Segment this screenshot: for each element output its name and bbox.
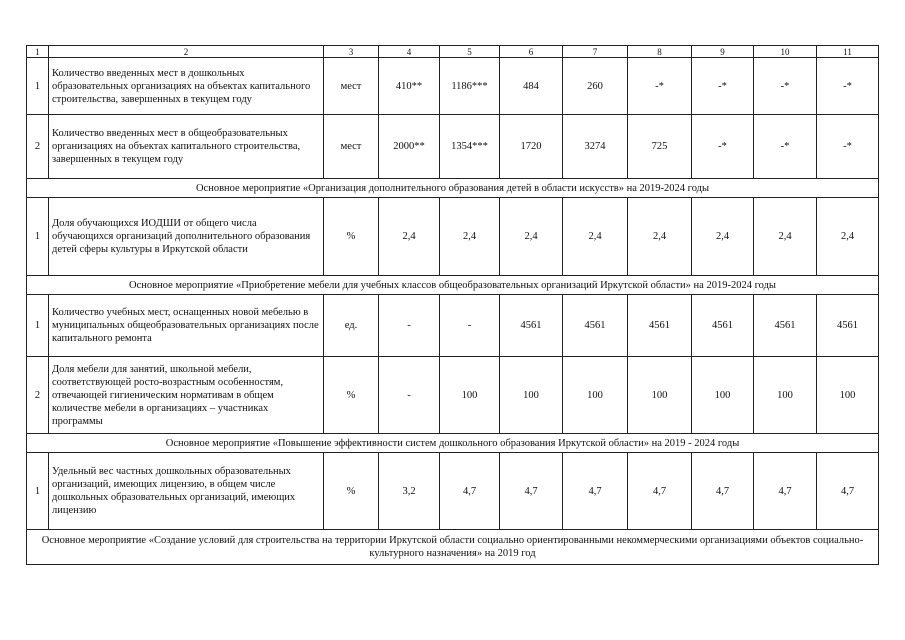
section-row <box>27 276 879 295</box>
value-cell: 4,7 <box>440 453 500 530</box>
value-cell: 2,4 <box>500 198 563 276</box>
value-cell: 725 <box>628 115 692 179</box>
value-cell: - <box>379 295 440 357</box>
indicator-name: Количество введенных мест в общеобразовательных организациях на объектах капитального строительства, завершенных в текущем году <box>49 115 324 179</box>
indicator-name: Доля мебели для занятий, школьной мебели, соответствующей росто-возрастным особенностям, отвечающей гигиеническим нормативам в общем количестве мебели в организациях – участниках программы <box>49 357 324 434</box>
section-title: Основное мероприятие «Создание условий для строительства на территории Иркутской области социально ориентированными некоммерческими организациями объектов социально-культурного назначения» на 2019 год <box>27 530 879 565</box>
value-cell: -* <box>754 115 817 179</box>
value-cell: 4561 <box>754 295 817 357</box>
value-cell: 4561 <box>692 295 754 357</box>
value-cell: 2,4 <box>440 198 500 276</box>
section-row <box>27 434 879 453</box>
value-cell: -* <box>817 115 879 179</box>
indicators-table <box>26 45 879 565</box>
value-cell: 2,4 <box>817 198 879 276</box>
value-cell: 4,7 <box>628 453 692 530</box>
header-cell: 1 <box>27 46 49 58</box>
section-row <box>27 179 879 198</box>
value-cell: 260 <box>563 58 628 115</box>
row-number: 2 <box>27 357 49 434</box>
section-title: Основное мероприятие «Организация дополнительного образования детей в области искусств» на 2019-2024 годы <box>27 179 879 198</box>
value-cell: 100 <box>628 357 692 434</box>
header-cell: 6 <box>500 46 563 58</box>
value-cell: 100 <box>563 357 628 434</box>
value-cell: 410** <box>379 58 440 115</box>
header-cell: 11 <box>817 46 879 58</box>
value-cell: 4,7 <box>692 453 754 530</box>
value-cell: -* <box>817 58 879 115</box>
value-cell: 4,7 <box>563 453 628 530</box>
value-cell: 2,4 <box>379 198 440 276</box>
unit-cell: мест <box>324 115 379 179</box>
row-number: 1 <box>27 295 49 357</box>
value-cell: -* <box>628 58 692 115</box>
value-cell: 4,7 <box>500 453 563 530</box>
value-cell: -* <box>692 58 754 115</box>
value-cell: -* <box>754 58 817 115</box>
indicator-name: Количество учебных мест, оснащенных новой мебелью в муниципальных общеобразовательных организациях после капитального ремонта <box>49 295 324 357</box>
section-title: Основное мероприятие «Приобретение мебели для учебных классов общеобразовательных организаций Иркутской области» на 2019-2024 годы <box>27 276 879 295</box>
value-cell: 1354*** <box>440 115 500 179</box>
unit-cell: % <box>324 198 379 276</box>
section-title: Основное мероприятие «Повышение эффективности систем дошкольного образования Иркутской области» на 2019 - 2024 годы <box>27 434 879 453</box>
indicator-name: Доля обучающихся ИОДШИ от общего числа обучающихся организаций дополнительного образования детей сферы культуры в Иркутской области <box>49 198 324 276</box>
value-cell: 4561 <box>628 295 692 357</box>
value-cell: 100 <box>754 357 817 434</box>
header-cell: 3 <box>324 46 379 58</box>
value-cell: 2,4 <box>754 198 817 276</box>
value-cell: 100 <box>817 357 879 434</box>
table-row <box>27 115 879 179</box>
indicator-name: Удельный вес частных дошкольных образовательных организаций, имеющих лицензию, в общем числе дошкольных образовательных организаций, имеющих лицензию <box>49 453 324 530</box>
value-cell: -* <box>692 115 754 179</box>
value-cell: 4561 <box>563 295 628 357</box>
header-cell: 2 <box>49 46 324 58</box>
table-row <box>27 295 879 357</box>
row-number: 1 <box>27 453 49 530</box>
value-cell: 1186*** <box>440 58 500 115</box>
value-cell: 100 <box>500 357 563 434</box>
table-row <box>27 198 879 276</box>
value-cell: 2,4 <box>692 198 754 276</box>
value-cell: 484 <box>500 58 563 115</box>
header-cell: 4 <box>379 46 440 58</box>
header-cell: 9 <box>692 46 754 58</box>
header-cell: 10 <box>754 46 817 58</box>
table-row <box>27 357 879 434</box>
value-cell: 4,7 <box>754 453 817 530</box>
unit-cell: ед. <box>324 295 379 357</box>
value-cell: 3,2 <box>379 453 440 530</box>
value-cell: 1720 <box>500 115 563 179</box>
section-row <box>27 530 879 565</box>
row-number: 1 <box>27 58 49 115</box>
value-cell: 2000** <box>379 115 440 179</box>
value-cell: 3274 <box>563 115 628 179</box>
header-cell: 8 <box>628 46 692 58</box>
header-cell: 7 <box>563 46 628 58</box>
value-cell: 100 <box>692 357 754 434</box>
indicator-name: Количество введенных мест в дошкольных образовательных организациях на объектах капитального строительства, завершенных в текущем году <box>49 58 324 115</box>
value-cell: 2,4 <box>563 198 628 276</box>
unit-cell: мест <box>324 58 379 115</box>
row-number: 1 <box>27 198 49 276</box>
value-cell: 4561 <box>817 295 879 357</box>
value-cell: 4561 <box>500 295 563 357</box>
value-cell: 100 <box>440 357 500 434</box>
table-row <box>27 58 879 115</box>
value-cell: 2,4 <box>628 198 692 276</box>
value-cell: - <box>440 295 500 357</box>
table-row <box>27 453 879 530</box>
unit-cell: % <box>324 357 379 434</box>
header-cell: 5 <box>440 46 500 58</box>
header-row <box>27 46 879 58</box>
value-cell: 4,7 <box>817 453 879 530</box>
row-number: 2 <box>27 115 49 179</box>
unit-cell: % <box>324 453 379 530</box>
value-cell: - <box>379 357 440 434</box>
